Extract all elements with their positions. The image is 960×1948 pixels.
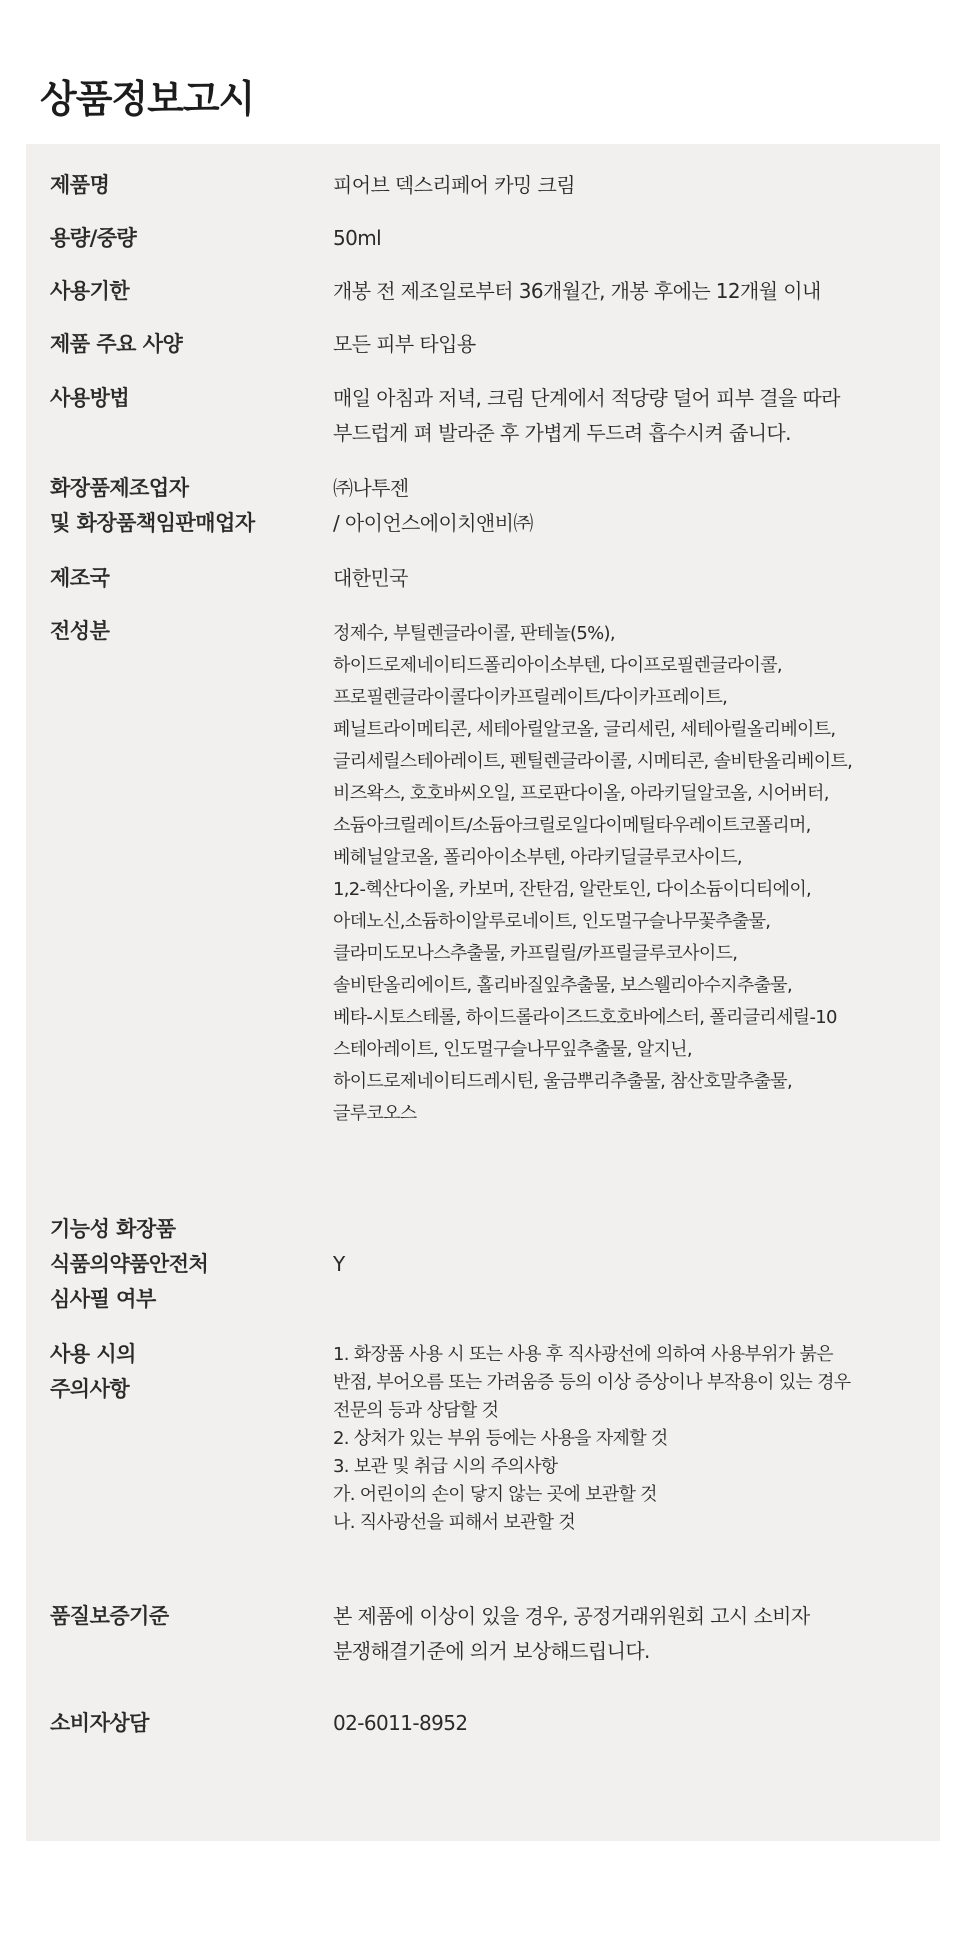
product-info-table <box>26 144 940 1841</box>
row-label: 품질보증기준 <box>50 1604 169 1628</box>
row-value: 정제수, 부틸렌글라이콜, 판테놀(5%), 하이드로제네이티드폴리아이소부텐, 다이프로필렌글라이콜, 프로필렌글라이콜다이카프릴레이트/다이카프레이트, 페닐트라이메티콘, 세테아릴알코올, 글리세린, 세테아릴올리베이트, 글리세릴스테아레이트, 펜틸렌글라이콜, 시메티콘, 솔비탄올리베이트, 비즈왁스, 호호바씨오일, 프로판다이올, 아라키딜알코올, 시어버터, 소듐아크릴레이트/소듐아크릴로일다이메틸타우레이트코폴리머, 베헤닐알코올, 폴리아이소부텐, 아라키딜글루코사이드, 1,2-헥산다이올, 카보머, 잔탄검, 알란토인, 다이소듐이디티에이, 아데노신,소듐하이알루로네이트, 인도멀구슬나무꽃추출물, 클라미도모나스추출물, 카프릴릴/카프릴글루코사이드, 솔비탄올리에이트, 홀리바질잎추출물, 보스웰리아수지추출물, 베타-시토스테롤, 하이드롤라이즈드호호바에스터, 폴리글리세릴-10 스테아레이트, 인도멀구슬나무잎추출물, 알지닌, 하이드로제네이티드레시틴, 울금뿌리추출물, 참산호말추출물, 글루코오스 <box>333 623 853 1124</box>
row-label: 화장품제조업자 및 화장품책임판매업자 <box>50 476 255 535</box>
row-value: 모든 피부 타입용 <box>333 332 476 356</box>
row-label: 전성분 <box>50 619 110 643</box>
row-value: 피어브 덱스리페어 카밍 크림 <box>333 173 575 197</box>
row-label: 사용기한 <box>50 279 130 303</box>
row-label: 제품명 <box>50 173 110 197</box>
row-value: 매일 아침과 저녁, 크림 단계에서 적당량 덜어 피부 결을 따라 부드럽게 펴 발라준 후 가볍게 두드려 흡수시켜 줍니다. <box>333 386 840 445</box>
row-value: Y <box>333 1252 345 1276</box>
row-value: 본 제품에 이상이 있을 경우, 공정거래위원회 고시 소비자 분쟁해결기준에 의거 보상해드립니다. <box>333 1604 810 1663</box>
row-value: 50ml <box>333 226 382 250</box>
row-label: 제조국 <box>50 566 110 590</box>
row-value: ㈜나투젠 / 아이언스에이치앤비㈜ <box>333 476 533 535</box>
row-value: 1. 화장품 사용 시 또는 사용 후 직사광선에 의하여 사용부위가 붉은 반점, 부어오름 또는 가려움증 등의 이상 증상이나 부작용이 있는 경우 전문의 등과 상담할 것 2. 상처가 있는 부위 등에는 사용을 자제할 것 3. 보관 및 취급 시의 주의사항 가. 어린이의 손이 닿지 않는 곳에 보관할 것 나. 직사광선을 피해서 보관할 것 <box>333 1344 851 1533</box>
row-label: 기능성 화장품 식품의약품안전처 심사필 여부 <box>50 1217 209 1311</box>
row-value: 개봉 전 제조일로부터 36개월간, 개봉 후에는 12개월 이내 <box>333 279 821 303</box>
row-label: 제품 주요 사양 <box>50 332 183 356</box>
row-value: 02-6011-8952 <box>333 1711 468 1735</box>
row-label: 사용 시의 주의사항 <box>50 1342 136 1401</box>
row-label: 용량/중량 <box>50 226 137 250</box>
row-value: 대한민국 <box>333 566 408 590</box>
row-label: 사용방법 <box>50 386 130 410</box>
row-label: 소비자상담 <box>50 1711 149 1735</box>
page-title: 상품정보고시 <box>40 77 255 121</box>
